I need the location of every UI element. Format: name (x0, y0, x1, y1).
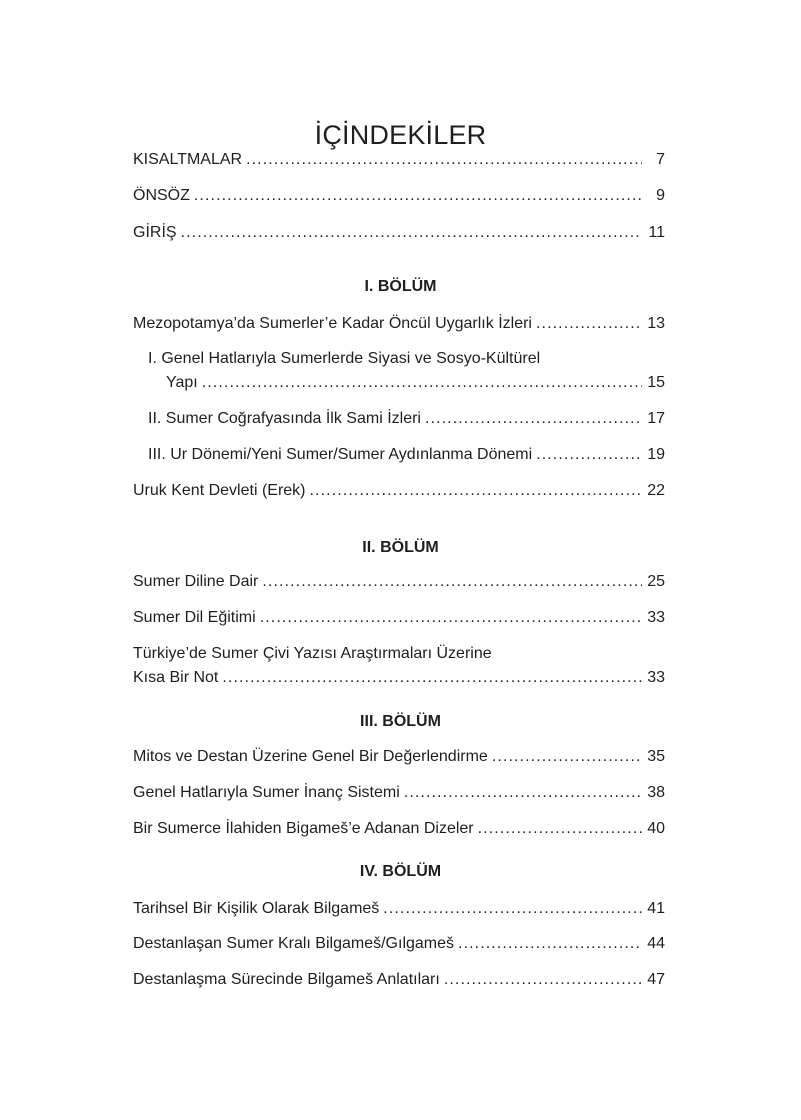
dot-leader (444, 968, 642, 992)
toc-entry-text: KISALTMALAR (133, 151, 243, 168)
toc-entry-text-line1: Türkiye’de Sumer Çivi Yazısı Araştırmaları Üzerine (133, 645, 492, 662)
dot-leader (222, 666, 642, 690)
dot-leader (262, 570, 642, 594)
toc-page-number: 40 (647, 820, 665, 837)
dot-leader (536, 312, 642, 336)
dot-leader (536, 443, 642, 467)
toc-page-number: 7 (656, 151, 665, 168)
toc-page-number: 13 (647, 315, 665, 332)
toc-page-number: 38 (647, 784, 665, 801)
toc-entry-text: Mitos ve Destan Üzerine Genel Bir Değerlendirme (133, 748, 488, 765)
toc-entry-text: GİRİŞ (133, 224, 177, 241)
toc-entry-text: III. Ur Dönemi/Yeni Sumer/Sumer Aydınlanma Dönemi (148, 446, 533, 463)
dot-leader (458, 932, 642, 956)
toc-entry (133, 897, 665, 921)
dot-leader (260, 606, 642, 630)
toc-entry-kisaltmalar (133, 148, 665, 172)
toc-entry (133, 745, 665, 769)
toc-page-number: 33 (647, 669, 665, 686)
toc-entry-text: Sumer Dil Eğitimi (133, 609, 256, 626)
toc-entry-text: ÖNSÖZ (133, 187, 190, 204)
toc-entry (148, 407, 665, 431)
toc-entry-text-line1: I. Genel Hatlarıyla Sumerlerde Siyasi ve Sosyo-Kültürel (148, 350, 541, 367)
toc-entry (133, 479, 665, 503)
dot-leader (404, 781, 642, 805)
toc-entry-text: Kısa Bir Not (133, 669, 219, 686)
dot-leader (492, 745, 642, 769)
toc-page-number: 22 (647, 482, 665, 499)
toc-entry-text: Bir Sumerce İlahiden Bigameš’e Adanan Dizeler (133, 820, 474, 837)
toc-page-number: 35 (647, 748, 665, 765)
toc-entry (133, 666, 665, 690)
section-heading-3: III. BÖLÜM (360, 713, 441, 730)
toc-entry (166, 371, 665, 395)
toc-page-number: 33 (647, 609, 665, 626)
toc-entry-text: Sumer Diline Dair (133, 573, 259, 590)
toc-entry-text: Mezopotamya’da Sumerler’e Kadar Öncül Uygarlık İzleri (133, 315, 532, 332)
toc-page-number: 47 (647, 971, 665, 988)
toc-entry-text: II. Sumer Coğrafyasında İlk Sami İzleri (148, 410, 421, 427)
toc-entry (133, 817, 665, 841)
toc-page-number: 44 (647, 935, 665, 952)
section-heading-2: II. BÖLÜM (362, 539, 439, 556)
toc-entry-text: Tarihsel Bir Kişilik Olarak Bilgameš (133, 900, 380, 917)
toc-entry-text: Destanlaşan Sumer Kralı Bilgameš/Gılgameš (133, 935, 455, 952)
dot-leader (425, 407, 642, 431)
toc-entry-text: Uruk Kent Devleti (Erek) (133, 482, 306, 499)
toc-page-number: 41 (647, 900, 665, 917)
toc-page-number: 25 (647, 573, 665, 590)
toc-entry-text: Yapı (166, 374, 198, 391)
toc-entry-text: Destanlaşma Sürecinde Bilgameš Anlatıları (133, 971, 440, 988)
section-heading-4: IV. BÖLÜM (359, 863, 442, 880)
dot-leader (181, 221, 642, 245)
toc-entry-text: Genel Hatlarıyla Sumer İnanç Sistemi (133, 784, 400, 801)
dot-leader (194, 184, 642, 208)
toc-entry (133, 606, 665, 630)
page-title: İÇİNDEKİLER (314, 120, 487, 151)
toc-entry (133, 312, 665, 336)
toc-page-number: 19 (647, 446, 665, 463)
section-heading-1: I. BÖLÜM (364, 278, 437, 295)
toc-entry (133, 932, 665, 956)
dot-leader (478, 817, 642, 841)
toc-entry-onsoz (133, 184, 665, 208)
toc-entry (133, 570, 665, 594)
dot-leader (383, 897, 642, 921)
toc-page-number: 9 (656, 187, 665, 204)
toc-page-number: 17 (647, 410, 665, 427)
toc-entry (133, 968, 665, 992)
toc-page-number: 15 (647, 374, 665, 391)
toc-page-number: 11 (648, 224, 665, 241)
dot-leader (202, 371, 642, 395)
dot-leader (246, 148, 642, 172)
toc-entry-giris (133, 221, 665, 245)
dot-leader (310, 479, 643, 503)
toc-entry (133, 781, 665, 805)
toc-entry (148, 443, 665, 467)
